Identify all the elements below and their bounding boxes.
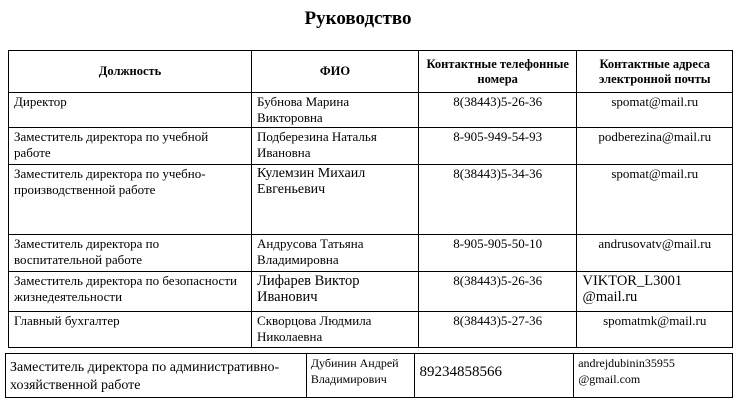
phone-cell: 8-905-949-54-93 (418, 128, 577, 165)
name-cell: Лифарев Виктор Иванович (252, 272, 419, 312)
phone-cell: 8-905-905-50-10 (418, 235, 577, 272)
email-cell: spomatmk@mail.ru (577, 312, 733, 348)
position-cell: Заместитель директора по учебно-производственной работе (9, 165, 252, 235)
phone-cell: 8(38443)5-34-36 (418, 165, 577, 235)
email-cell: VIKTOR_L3001 @mail.ru (577, 272, 733, 312)
table-row (9, 235, 733, 272)
position-cell: Главный бухгалтер (9, 312, 252, 348)
table-row (9, 165, 733, 235)
table-row (9, 272, 733, 312)
page-title: Руководство (304, 8, 412, 29)
table-row (9, 128, 733, 165)
email-cell: andrejdubinin35955 @gmail.com (574, 354, 733, 398)
phone-cell: 8(38443)5-26-36 (418, 93, 577, 128)
position-cell: Заместитель директора по воспитательной работе (9, 235, 252, 272)
position-cell: Заместитель директора по административно-хозяйственной работе (6, 354, 307, 398)
header-position: Должность (9, 51, 252, 93)
position-cell: Заместитель директора по учебной работе (9, 128, 252, 165)
name-cell: Кулемзин Михаил Евгеньевич (252, 165, 419, 235)
phone-cell: 8(38443)5-26-36 (418, 272, 577, 312)
email-cell: andrusovatv@mail.ru (577, 235, 733, 272)
name-cell: Скворцова Людмила Николаевна (252, 312, 419, 348)
phone-cell: 8(38443)5-27-36 (418, 312, 577, 348)
email-cell: podberezina@mail.ru (577, 128, 733, 165)
name-cell: Андрусова Татьяна Владимировна (252, 235, 419, 272)
extra-table (5, 353, 733, 398)
table-row (6, 354, 733, 398)
position-cell: Директор (9, 93, 252, 128)
name-cell: Бубнова Марина Викторовна (252, 93, 419, 128)
position-cell: Заместитель директора по безопасности жизнедеятельности (9, 272, 252, 312)
table-row (9, 312, 733, 348)
header-name: ФИО (252, 51, 419, 93)
table-header-row (9, 51, 733, 93)
header-email: Контактные адреса электронной почты (577, 51, 733, 93)
email-cell: spomat@mail.ru (577, 93, 733, 128)
phone-cell: 89234858566 (415, 354, 574, 398)
email-cell: spomat@mail.ru (577, 165, 733, 235)
table-row (9, 93, 733, 128)
header-phone: Контактные телефонные номера (418, 51, 577, 93)
leadership-table (8, 50, 733, 348)
name-cell: Дубинин Андрей Владимирович (306, 354, 415, 398)
name-cell: Подберезина Наталья Ивановна (252, 128, 419, 165)
